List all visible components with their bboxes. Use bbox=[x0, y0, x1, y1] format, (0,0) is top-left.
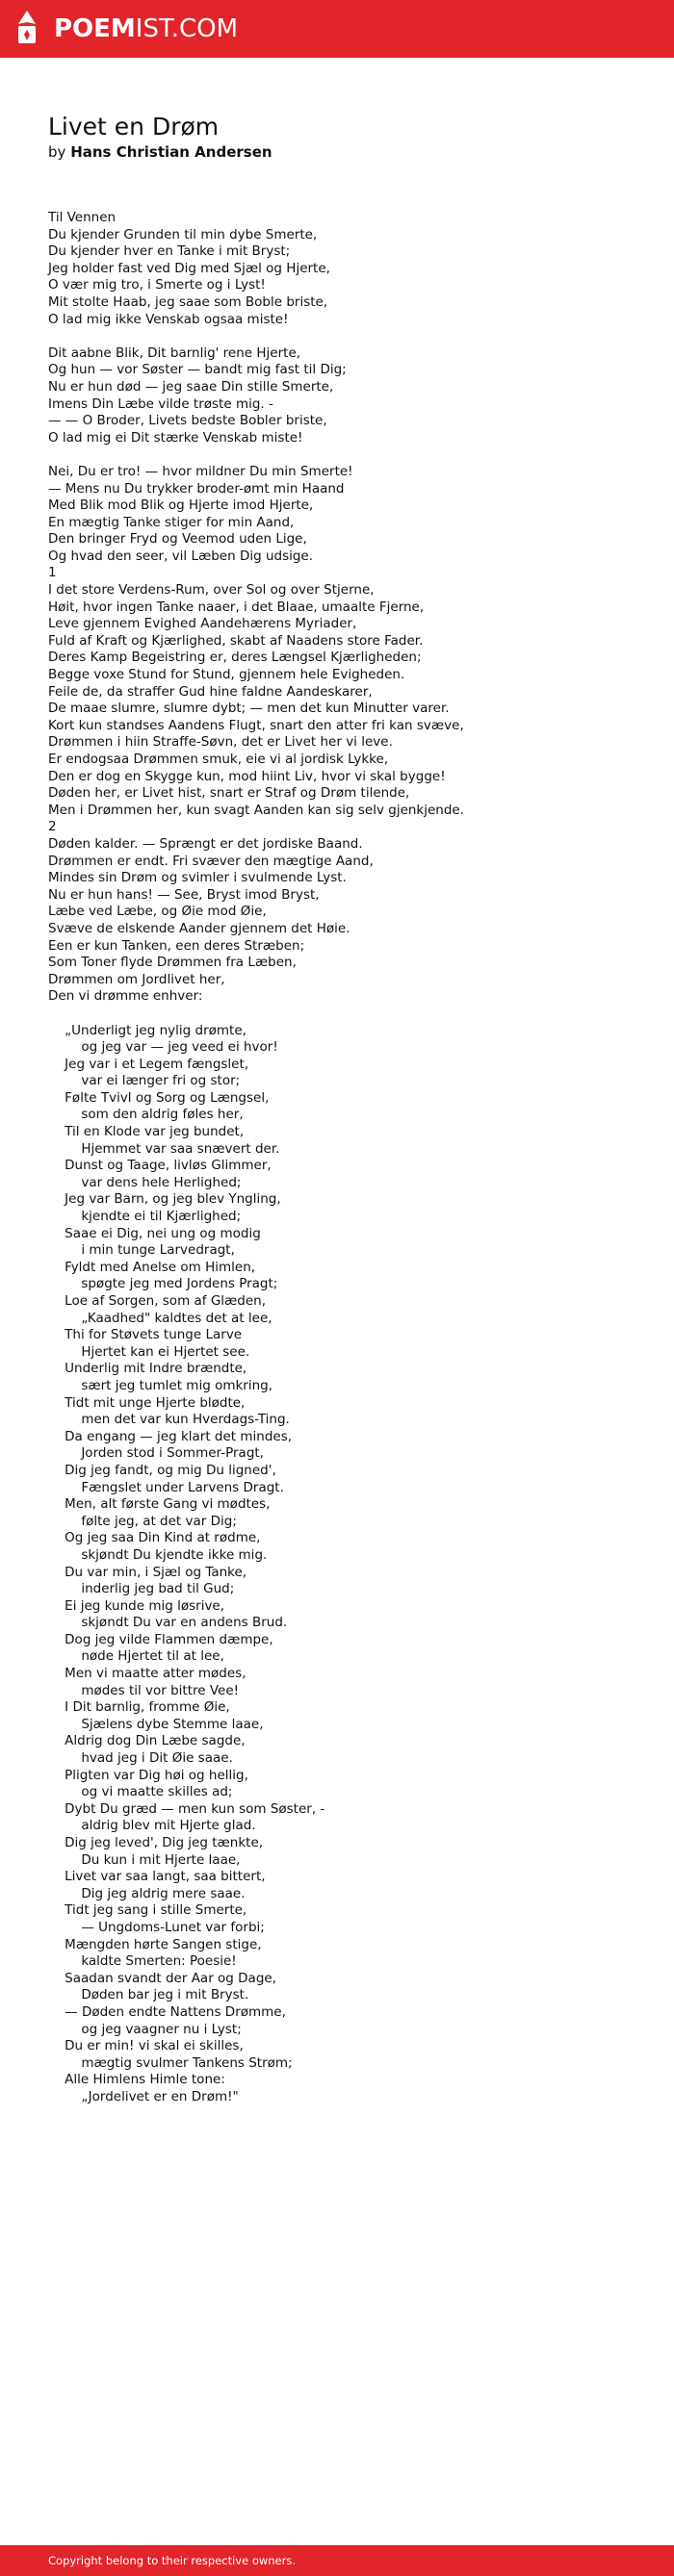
poem-line: O lad mig ei Dit stærke Venskab miste! bbox=[48, 429, 303, 446]
poem-line: sært jeg tumlet mig omkring, bbox=[48, 1377, 273, 1393]
poem-line: Fængslet under Larvens Dragt. bbox=[48, 1479, 284, 1495]
poem-line: Den er dog en Skygge kun, mod hiint Liv, hvor vi skal bygge! bbox=[48, 768, 446, 784]
poem-line: Underlig mit Indre brændte, bbox=[48, 1361, 247, 1377]
poem-line: I Dit barnlig, fromme Øie, bbox=[48, 1699, 230, 1716]
poem-line: Aldrig dog Din Læbe sagde, bbox=[48, 1733, 246, 1749]
poem-line: kjendte ei til Kjærlighed; bbox=[48, 1209, 242, 1225]
site-header bbox=[0, 0, 674, 58]
poem-line: O lad mig ikke Venskab ogsaa miste! bbox=[48, 311, 289, 327]
poem-line: og jeg vaagner nu i Lyst; bbox=[48, 2021, 242, 2037]
stanza-break bbox=[48, 1006, 645, 1023]
poem-line: Saadan svandt der Aar og Dage, bbox=[48, 1970, 276, 1986]
by-label: by bbox=[48, 143, 66, 161]
poem-line: — Døden endte Nattens Drømme, bbox=[48, 2003, 286, 2020]
poem-line: og vi maatte skilles ad; bbox=[48, 1784, 233, 1800]
poem-line: var dens hele Herlighed; bbox=[48, 1174, 242, 1190]
poem-line: Tidt jeg sang i stille Smerte, bbox=[48, 1902, 247, 1919]
pen-nib-icon[interactable] bbox=[15, 11, 39, 45]
poem-line: mødes til vor bittre Vee! bbox=[48, 1682, 240, 1698]
byline bbox=[48, 142, 272, 162]
poem-line: i min tunge Larvedragt, bbox=[48, 1242, 235, 1259]
poem-line: Jeg var i et Legem fængslet, bbox=[48, 1056, 249, 1072]
poem-title: Livet en Drøm bbox=[48, 113, 220, 140]
poem-line: Følte Tvivl og Sorg og Længsel, bbox=[48, 1089, 270, 1106]
poem-line: Fuld af Kraft og Kjærlighed, skabt af Naadens store Fader. bbox=[48, 632, 424, 649]
poem-line: Drømmen er endt. Fri svæver den mægtige Aand, bbox=[48, 853, 374, 869]
poem-line: „Underligt jeg nylig drømte, bbox=[48, 1022, 246, 1038]
poem-line: Døden bar jeg i mit Bryst. bbox=[48, 1987, 249, 2003]
poem-line: Thi for Støvets tunge Larve bbox=[48, 1327, 243, 1343]
poem-line: Men, alt første Gang vi mødtes, bbox=[48, 1496, 271, 1513]
poem-line: Svæve de elskende Aander gjennem det Høie. bbox=[48, 920, 350, 936]
poem-line: var ei længer fri og stor; bbox=[48, 1073, 241, 1089]
poem-line: Døden her, er Livet hist, snart er Straf og Drøm tilende, bbox=[48, 785, 410, 802]
poem-line: Mængden hørte Sangen stige, bbox=[48, 1936, 262, 1952]
poem-line: hvad jeg i Dit Øie saae. bbox=[48, 1750, 233, 1767]
poem-line: Imens Din Læbe vilde trøste mig. - bbox=[48, 395, 273, 412]
poem-line: men det var kun Hverdags-Ting. bbox=[48, 1412, 290, 1428]
poem-line: Livet var saa langt, saa bittert, bbox=[48, 1869, 266, 1885]
author-name[interactable]: Hans Christian Andersen bbox=[70, 143, 272, 161]
poem-body bbox=[48, 210, 645, 2106]
poem-line: skjøndt Du kjendte ikke mig. bbox=[48, 1546, 268, 1563]
poem-line: Fyldt med Anelse om Himlen, bbox=[48, 1259, 256, 1275]
poem-line: Dig jeg aldrig mere saae. bbox=[48, 1885, 246, 1901]
poem-line: Og hun — vor Søster — bandt mig fast til Dig; bbox=[48, 362, 347, 378]
poem-line: spøgte jeg med Jordens Pragt; bbox=[48, 1276, 278, 1292]
poem-line: Dybt Du græd — men kun som Søster, - bbox=[48, 1800, 325, 1817]
poem-line: 1 bbox=[48, 565, 57, 581]
poem-line: „Kaadhed" kaldtes det at lee, bbox=[48, 1310, 272, 1326]
poem-line: Til en Klode var jeg bundet, bbox=[48, 1124, 245, 1140]
poem-line: — Mens nu Du trykker broder-ømt min Haand bbox=[48, 480, 345, 497]
poem-line: I det store Verdens-Rum, over Sol og over Stjerne, bbox=[48, 582, 375, 599]
site-footer bbox=[0, 2545, 674, 2576]
poem-line: Og hvad den seer, vil Læben Dig udsige. bbox=[48, 548, 314, 564]
poem-line: aldrig blev mit Hjerte glad. bbox=[48, 1818, 256, 1834]
poem-line: Jeg holder fast ved Dig med Sjæl og Hjerte, bbox=[48, 260, 330, 276]
poem-line: mægtig svulmer Tankens Strøm; bbox=[48, 2054, 293, 2071]
poem-line: Alle Himlens Himle tone: bbox=[48, 2072, 225, 2088]
poem-line: Nei, Du er tro! — hvor mildner Du min Smerte! bbox=[48, 463, 353, 479]
poem-line: Leve gjennem Evighed Aandehærens Myriader, bbox=[48, 616, 357, 632]
poem-line: Begge voxe Stund for Stund, gjennem hele Evigheden. bbox=[48, 667, 405, 683]
logo-rest: IST.COM bbox=[135, 14, 239, 43]
poem-line: Sjælens dybe Stemme laae, bbox=[48, 1716, 264, 1732]
poem-line: Jeg var Barn, og jeg blev Yngling, bbox=[48, 1191, 281, 1208]
poem-line: og jeg var — jeg veed ei hvor! bbox=[48, 1039, 278, 1056]
poem-line: Men vi maatte atter mødes, bbox=[48, 1666, 246, 1682]
poem-line: Høit, hvor ingen Tanke naaer, i det Blaae, umaalte Fjerne, bbox=[48, 599, 425, 615]
poem-line: Hjertet kan ei Hjertet see. bbox=[48, 1343, 250, 1360]
poem-line: Du kjender Grunden til min dybe Smerte, bbox=[48, 226, 318, 242]
poem-line: Og jeg saa Din Kind at rødme, bbox=[48, 1530, 261, 1546]
poem-line: Drømmen om Jordlivet her, bbox=[48, 971, 225, 987]
site-logo[interactable] bbox=[54, 13, 238, 44]
copyright-text: Copyright belong to their respective owners. bbox=[48, 2554, 297, 2567]
stanza-break bbox=[48, 328, 645, 345]
poem-line: Mit stolte Haab, jeg saae som Boble briste, bbox=[48, 293, 328, 310]
poem-line: Men i Drømmen her, kun svagt Aanden kan sig selv gjenkjende. bbox=[48, 802, 465, 818]
poem-line: Med Blik mod Blik og Hjerte imod Hjerte, bbox=[48, 497, 314, 514]
poem-line: Nu er hun død — jeg saae Din stille Smerte, bbox=[48, 378, 334, 395]
poem-line: Ei jeg kunde mig løsrive, bbox=[48, 1597, 225, 1614]
poem-line: — — O Broder, Livets bedste Bobler briste, bbox=[48, 413, 327, 429]
poem-line: Du er min! vi skal ei skilles, bbox=[48, 2038, 244, 2054]
poem-line: følte jeg, at det var Dig; bbox=[48, 1513, 237, 1529]
poem-line: „Jordelivet er en Drøm!" bbox=[48, 2088, 239, 2104]
poem-line: Hjemmet var saa snævert der. bbox=[48, 1140, 280, 1157]
poem-line: En mægtig Tanke stiger for min Aand, bbox=[48, 514, 295, 530]
poem-line: Er endogsaa Drømmen smuk, eie vi al jordisk Lykke, bbox=[48, 752, 389, 767]
poem-line: Tidt mit unge Hjerte blødte, bbox=[48, 1394, 246, 1411]
poem-line: Dig jeg fandt, og mig Du ligned', bbox=[48, 1462, 276, 1478]
poem-line: Dit aabne Blik, Dit barnlig' rene Hjerte, bbox=[48, 344, 301, 361]
poem-line: Jorden stod i Sommer-Pragt, bbox=[48, 1445, 264, 1462]
poem-line: skjøndt Du var en andens Brud. bbox=[48, 1615, 288, 1631]
poem-line: Dog jeg vilde Flammen dæmpe, bbox=[48, 1631, 273, 1647]
poem-line: som den aldrig føles her, bbox=[48, 1107, 244, 1123]
poem-line: Da engang — jeg klart det mindes, bbox=[48, 1428, 293, 1444]
poem-line: Som Toner flyde Drømmen fra Læben, bbox=[48, 955, 297, 971]
poem-line: Til Vennen bbox=[48, 210, 117, 225]
poem-line: kaldte Smerten: Poesie! bbox=[48, 1953, 237, 1970]
poem-line: Du kun i mit Hjerte laae, bbox=[48, 1851, 241, 1868]
poem-line: Dunst og Taage, livløs Glimmer, bbox=[48, 1158, 272, 1174]
poem-line: Døden kalder. — Sprængt er det jordiske Baand. bbox=[48, 835, 363, 852]
logo-bold: POEM bbox=[54, 14, 136, 43]
poem-line: Dig jeg leved', Dig jeg tænkte, bbox=[48, 1835, 264, 1850]
poem-line: Pligten var Dig høi og hellig, bbox=[48, 1767, 248, 1783]
poem-line: Du var min, i Sjæl og Tanke, bbox=[48, 1564, 247, 1580]
poem-line: nøde Hjertet til at lee, bbox=[48, 1648, 224, 1665]
stanza-break bbox=[48, 446, 645, 464]
poem-line: Feile de, da straffer Gud hine faldne Aandeskarer, bbox=[48, 683, 373, 700]
poem-line: Drømmen i hiin Straffe-Søvn, det er Livet her vi leve. bbox=[48, 734, 393, 751]
poem-line: Een er kun Tanken, een deres Stræben; bbox=[48, 937, 305, 954]
poem-line: Loe af Sorgen, som af Glæden, bbox=[48, 1293, 267, 1309]
poem-line: Læbe ved Læbe, og Øie mod Øie, bbox=[48, 904, 267, 920]
poem-line: Mindes sin Drøm og svimler i svulmende Lyst. bbox=[48, 870, 347, 886]
poem-line: inderlig jeg bad til Gud; bbox=[48, 1581, 235, 1597]
poem-line: Saae ei Dig, nei ung og modig bbox=[48, 1225, 261, 1241]
poem-line: Du kjender hver en Tanke i mit Bryst; bbox=[48, 243, 291, 260]
poem-line: Den bringer Fryd og Veemod uden Lige, bbox=[48, 531, 307, 548]
poem-line: O vær mig tro, i Smerte og i Lyst! bbox=[48, 277, 266, 293]
poem-line: Kort kun standses Aandens Flugt, snart den atter fri kan svæve, bbox=[48, 717, 464, 733]
poem-line: Den vi drømme enhver: bbox=[48, 988, 203, 1005]
poem-line: — Ungdoms-Lunet var forbi; bbox=[48, 1919, 265, 1935]
poem-line: De maae slumre, slumre dybt; — men det kun Minutter varer. bbox=[48, 701, 450, 717]
poem-line: Nu er hun hans! — See, Bryst imod Bryst, bbox=[48, 886, 320, 903]
poem-line: 2 bbox=[48, 819, 57, 835]
poem-line: Deres Kamp Begeistring er, deres Længsel Kjærligheden; bbox=[48, 650, 422, 666]
